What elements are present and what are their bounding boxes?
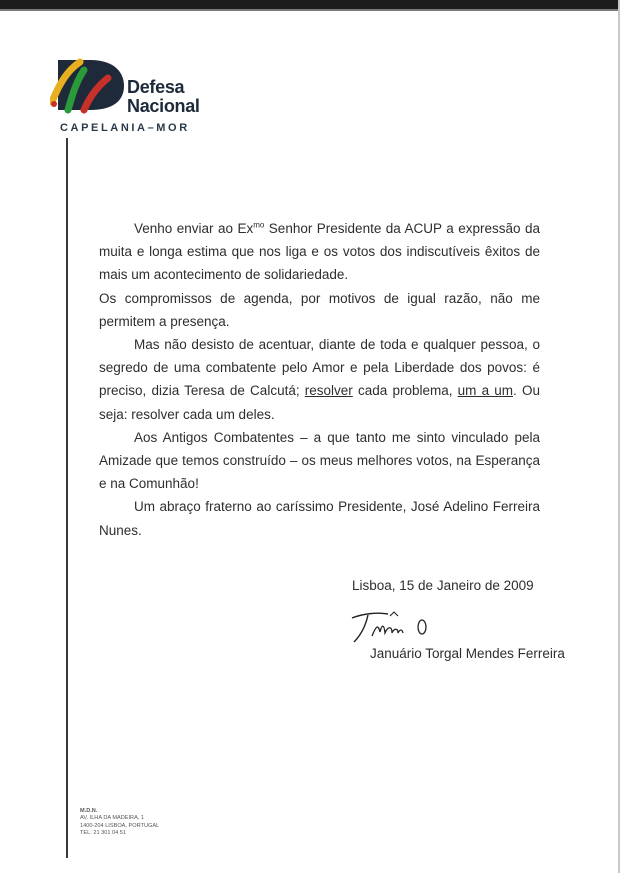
defesa-nacional-logo-icon (50, 52, 126, 114)
org-name (127, 78, 200, 116)
handwritten-signature (348, 606, 438, 646)
signer-name: Januário Torgal Mendes Ferreira (370, 646, 565, 661)
underlined-um-a-um: um a um (457, 383, 514, 399)
paragraph-3-text-b: cada problema, (352, 383, 458, 399)
paragraph-5: Um abraço fraterno ao caríssimo Presidente, José Adelino Ferreira Nunes. (99, 499, 540, 538)
paragraph-3 (99, 333, 540, 426)
paragraph-3-text-a: Mas não desisto de acentuar, diante de toda e qualquer pessoa, o segredo de uma combatente pelo Amor e pela Liberdade dos povos: é preciso, dizia Teresa de Calcutá; (99, 337, 540, 399)
org-subtitle: CAPELANIA–MOR (60, 122, 190, 134)
letter-body (99, 217, 540, 542)
paragraph-1-text-b: Senhor Presidente da ACUP a expressão da muita e longa estima que nos liga e os votos dos indiscutíveis êxitos de mais um acontecimento de solidariedade. (99, 221, 540, 283)
footer-org: M.D.N. (80, 808, 98, 814)
page-top-edge (0, 0, 620, 9)
paragraph-4: Aos Antigos Combatentes – a que tanto me sinto vinculado pela Amizade que temos construído – os meus melhores votos, na Esperança e na Comunhão! (99, 429, 540, 492)
paragraph-1-text-a: Venho enviar ao Ex (134, 221, 254, 236)
org-name-line1: Defesa (127, 77, 185, 97)
footer-address-line2: 1400-204 LISBOA, PORTUGAL (80, 822, 160, 829)
letterhead-logo (50, 52, 220, 142)
paragraph-3-text-c: . Ou seja: resolver cada um deles. (99, 383, 540, 422)
place-date: Lisboa, 15 de Janeiro de 2009 (352, 578, 534, 593)
underlined-resolver: resolver (304, 383, 353, 399)
paragraph-1 (99, 217, 540, 287)
margin-rule (66, 138, 68, 858)
footer-phone: TEL. 21 301 04 51 (80, 829, 127, 836)
letterhead-footer (80, 808, 159, 837)
superscript-mo: mo (253, 220, 265, 230)
footer-address-line1: AV. ILHA DA MADEIRA, 1 (80, 815, 145, 822)
paragraph-2: Os compromissos de agenda, por motivos de igual razão, não me permitem a presença. (99, 290, 540, 329)
org-name-line2: Nacional (127, 96, 200, 116)
